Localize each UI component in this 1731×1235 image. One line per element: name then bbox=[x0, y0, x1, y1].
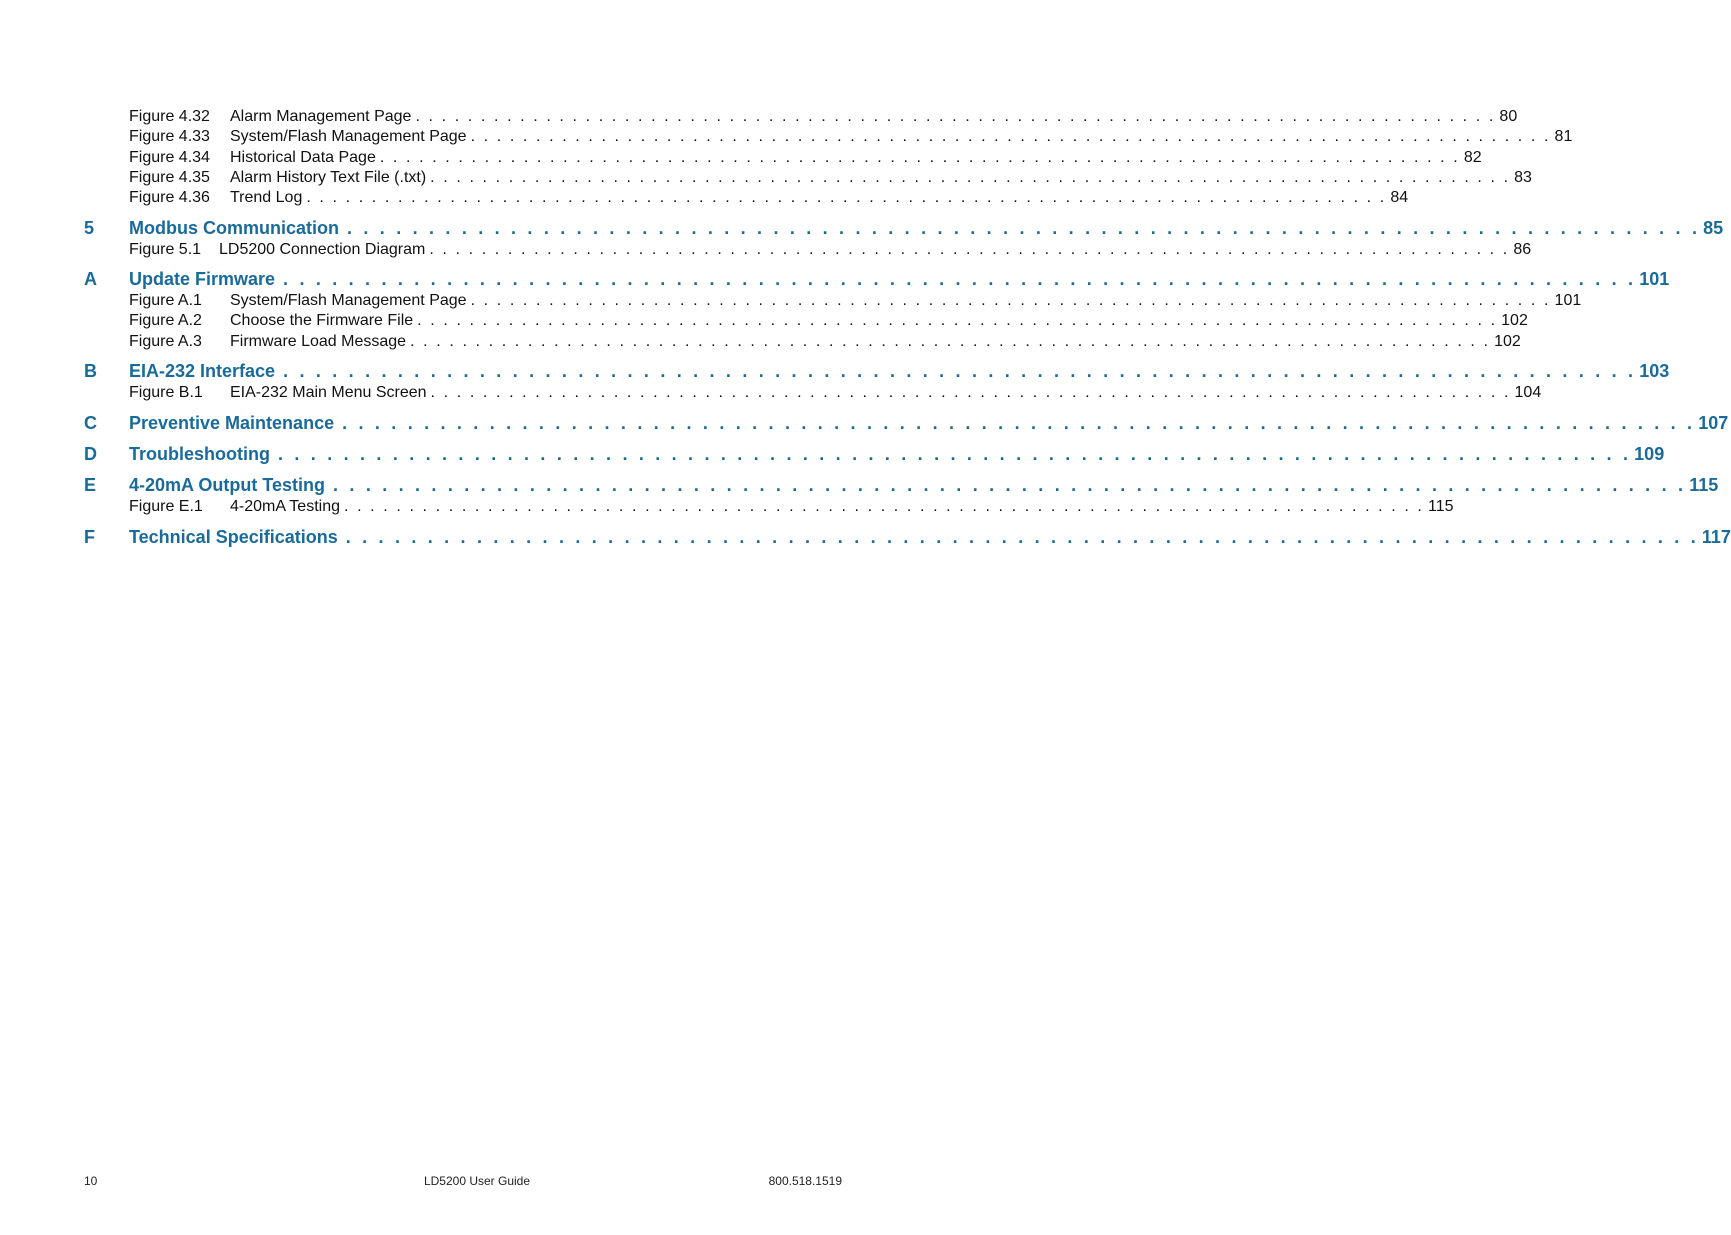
dot-leader: . . . . . . . . . . . . . . . . . . . . . . . . . . . . . . . . . . . . . . . . . . . . . . . . . . . . . . . . . . . . . . . . . . . . . . . . . . . . . . . . . . . bbox=[345, 527, 1699, 547]
figure-number: Figure 4.34 bbox=[129, 149, 210, 166]
dot-leader: . . . . . . . . . . . . . . . . . . . . . . . . . . . . . . . . . . . . . . . . . . . . . . . . . . . . . . . . . . . . . . . . . . . . . . . . . . . . . . . . . . . bbox=[333, 475, 1687, 495]
figure-title: System/Flash Management Page bbox=[230, 292, 467, 309]
page-number: 117 bbox=[1701, 527, 1731, 547]
figure-title: Firmware Load Message bbox=[230, 333, 407, 350]
figure-title: 4-20mA Testing bbox=[230, 498, 340, 515]
toc-figure-entry[interactable] bbox=[129, 332, 1521, 352]
dot-leader: . . . . . . . . . . . . . . . . . . . . . . . . . . . . . . . . . . . . . . . . . . . . . . . . . . . . . . . . . . . . . . . . . . . . . . . . . . . . . . . . . . . bbox=[417, 312, 1498, 329]
toc-figure-entry[interactable] bbox=[129, 127, 1573, 147]
dot-leader: . . . . . . . . . . . . . . . . . . . . . . . . . . . . . . . . . . . . . . . . . . . . . . . . . . . . . . . . . . . . . . . . . . . . . . . . . . . . . . . . . . . bbox=[283, 269, 1637, 289]
toc-figure-entry[interactable] bbox=[129, 148, 1482, 168]
page-number: 102 bbox=[1501, 312, 1528, 329]
toc-figure-entry[interactable] bbox=[129, 188, 1409, 208]
chapter-number: F bbox=[84, 527, 95, 547]
chapter-title: Modbus Communication bbox=[129, 218, 339, 238]
chapter-number: D bbox=[84, 444, 97, 464]
dot-leader: . . . . . . . . . . . . . . . . . . . . . . . . . . . . . . . . . . . . . . . . . . . . . . . . . . . . . . . . . . . . . . . . . . . . . . . . . . . . . . . . . . . bbox=[278, 444, 1632, 464]
dot-leader: . . . . . . . . . . . . . . . . . . . . . . . . . . . . . . . . . . . . . . . . . . . . . . . . . . . . . . . . . . . . . . . . . . . . . . . . . . . . . . . . . . . bbox=[470, 128, 1551, 145]
figure-title: Alarm Management Page bbox=[230, 108, 412, 125]
dot-leader: . . . . . . . . . . . . . . . . . . . . . . . . . . . . . . . . . . . . . . . . . . . . . . . . . . . . . . . . . . . . . . . . . . . . . . . . . . . . . . . . . . . bbox=[344, 498, 1424, 515]
footer-title: LD5200 User Guide bbox=[423, 1174, 531, 1188]
page-number: 103 bbox=[1639, 361, 1670, 381]
figure-title: System/Flash Management Page bbox=[230, 128, 467, 145]
dot-leader: . . . . . . . . . . . . . . . . . . . . . . . . . . . . . . . . . . . . . . . . . . . . . . . . . . . . . . . . . . . . . . . . . . . . . . . . . . . . . . . . . . . bbox=[415, 108, 1496, 125]
toc-figure-entry[interactable] bbox=[129, 497, 1454, 517]
page-number: 84 bbox=[1390, 189, 1409, 206]
footer-phone: 800.518.1519 bbox=[768, 1174, 842, 1188]
chapter-title: Update Firmware bbox=[129, 269, 276, 289]
figure-title: Alarm History Text File (.txt) bbox=[230, 169, 427, 186]
chapter-number: B bbox=[84, 361, 97, 381]
toc-chapter-entry[interactable] bbox=[129, 411, 1729, 435]
dot-leader: . . . . . . . . . . . . . . . . . . . . . . . . . . . . . . . . . . . . . . . . . . . . . . . . . . . . . . . . . . . . . . . . . . . . . . . . . . . . . . . . . . . bbox=[342, 413, 1696, 433]
figure-number: Figure A.2 bbox=[129, 312, 202, 329]
toc-chapter-entry[interactable] bbox=[129, 267, 1670, 291]
dot-leader: . . . . . . . . . . . . . . . . . . . . . . . . . . . . . . . . . . . . . . . . . . . . . . . . . . . . . . . . . . . . . . . . . . . . . . . . . . . . . . . . . . . bbox=[306, 189, 1387, 206]
figure-title: LD5200 Connection Diagram bbox=[219, 241, 426, 258]
toc-figure-entry[interactable] bbox=[129, 311, 1528, 331]
toc-figure-entry[interactable] bbox=[129, 240, 1532, 260]
toc-chapter-entry[interactable] bbox=[129, 473, 1719, 497]
figure-number: Figure 4.35 bbox=[129, 169, 210, 186]
figure-title: EIA-232 Main Menu Screen bbox=[230, 384, 427, 401]
figure-title: Trend Log bbox=[230, 189, 303, 206]
chapter-title: EIA-232 Interface bbox=[129, 361, 276, 381]
page-number: 102 bbox=[1494, 333, 1521, 350]
dot-leader: . . . . . . . . . . . . . . . . . . . . . . . . . . . . . . . . . . . . . . . . . . . . . . . . . . . . . . . . . . . . . . . . . . . . . . . . . . . . . . . . . . . bbox=[379, 149, 1460, 166]
figure-number: Figure E.1 bbox=[129, 498, 203, 515]
figure-title: Choose the Firmware File bbox=[230, 312, 414, 329]
toc-chapter-entry[interactable] bbox=[129, 442, 1665, 466]
dot-leader: . . . . . . . . . . . . . . . . . . . . . . . . . . . . . . . . . . . . . . . . . . . . . . . . . . . . . . . . . . . . . . . . . . . . . . . . . . . . . . . . . . . bbox=[430, 169, 1511, 186]
page-number: 101 bbox=[1639, 269, 1670, 289]
figure-number: Figure 4.36 bbox=[129, 189, 210, 206]
page-number: 82 bbox=[1463, 149, 1482, 166]
page-number: 104 bbox=[1514, 384, 1542, 401]
page-number: 80 bbox=[1499, 108, 1518, 125]
figure-number: Figure 4.32 bbox=[129, 108, 210, 125]
toc-chapter-entry[interactable] bbox=[129, 216, 1724, 240]
chapter-number: 5 bbox=[84, 218, 95, 238]
figure-number: Figure 5.1 bbox=[129, 241, 202, 258]
dot-leader: . . . . . . . . . . . . . . . . . . . . . . . . . . . . . . . . . . . . . . . . . . . . . . . . . . . . . . . . . . . . . . . . . . . . . . . . . . . . . . . . . . . bbox=[429, 241, 1510, 258]
page-number: 101 bbox=[1554, 292, 1582, 309]
chapter-number: C bbox=[84, 413, 97, 433]
dot-leader: . . . . . . . . . . . . . . . . . . . . . . . . . . . . . . . . . . . . . . . . . . . . . . . . . . . . . . . . . . . . . . . . . . . . . . . . . . . . . . . . . . . bbox=[347, 218, 1701, 238]
chapter-title: 4-20mA Output Testing bbox=[129, 475, 326, 495]
chapter-number: E bbox=[84, 475, 97, 495]
toc-figure-entry[interactable] bbox=[129, 168, 1532, 188]
figure-number: Figure A.3 bbox=[129, 333, 202, 350]
page-number: 115 bbox=[1427, 498, 1454, 515]
chapter-title: Preventive Maintenance bbox=[129, 413, 335, 433]
page-number: 107 bbox=[1698, 413, 1729, 433]
toc-figure-entry[interactable] bbox=[129, 291, 1582, 311]
toc-figure-entry[interactable] bbox=[129, 383, 1542, 403]
toc-figure-entry[interactable] bbox=[129, 107, 1518, 127]
dot-leader: . . . . . . . . . . . . . . . . . . . . . . . . . . . . . . . . . . . . . . . . . . . . . . . . . . . . . . . . . . . . . . . . . . . . . . . . . . . . . . . . . . . bbox=[410, 333, 1491, 350]
toc-chapter-entry[interactable] bbox=[129, 359, 1670, 383]
dot-leader: . . . . . . . . . . . . . . . . . . . . . . . . . . . . . . . . . . . . . . . . . . . . . . . . . . . . . . . . . . . . . . . . . . . . . . . . . . . . . . . . . . . bbox=[470, 292, 1551, 309]
chapter-title: Technical Specifications bbox=[129, 527, 338, 547]
toc-chapter-entry[interactable] bbox=[129, 525, 1731, 549]
figure-title: Historical Data Page bbox=[230, 149, 376, 166]
page-number: 86 bbox=[1513, 241, 1532, 258]
dot-leader: . . . . . . . . . . . . . . . . . . . . . . . . . . . . . . . . . . . . . . . . . . . . . . . . . . . . . . . . . . . . . . . . . . . . . . . . . . . . . . . . . . . bbox=[430, 384, 1511, 401]
figure-number: Figure A.1 bbox=[129, 292, 202, 309]
page-number: 109 bbox=[1634, 444, 1665, 464]
page-number: 85 bbox=[1703, 218, 1724, 238]
page-number: 115 bbox=[1689, 475, 1719, 495]
chapter-number: A bbox=[84, 269, 97, 289]
chapter-title: Troubleshooting bbox=[129, 444, 270, 464]
page-number: 83 bbox=[1514, 169, 1532, 186]
page-number: 81 bbox=[1554, 128, 1573, 145]
footer-page-number: 10 bbox=[84, 1174, 98, 1188]
dot-leader: . . . . . . . . . . . . . . . . . . . . . . . . . . . . . . . . . . . . . . . . . . . . . . . . . . . . . . . . . . . . . . . . . . . . . . . . . . . . . . . . . . . bbox=[283, 361, 1637, 381]
figure-number: Figure 4.33 bbox=[129, 128, 210, 145]
figure-number: Figure B.1 bbox=[129, 384, 203, 401]
